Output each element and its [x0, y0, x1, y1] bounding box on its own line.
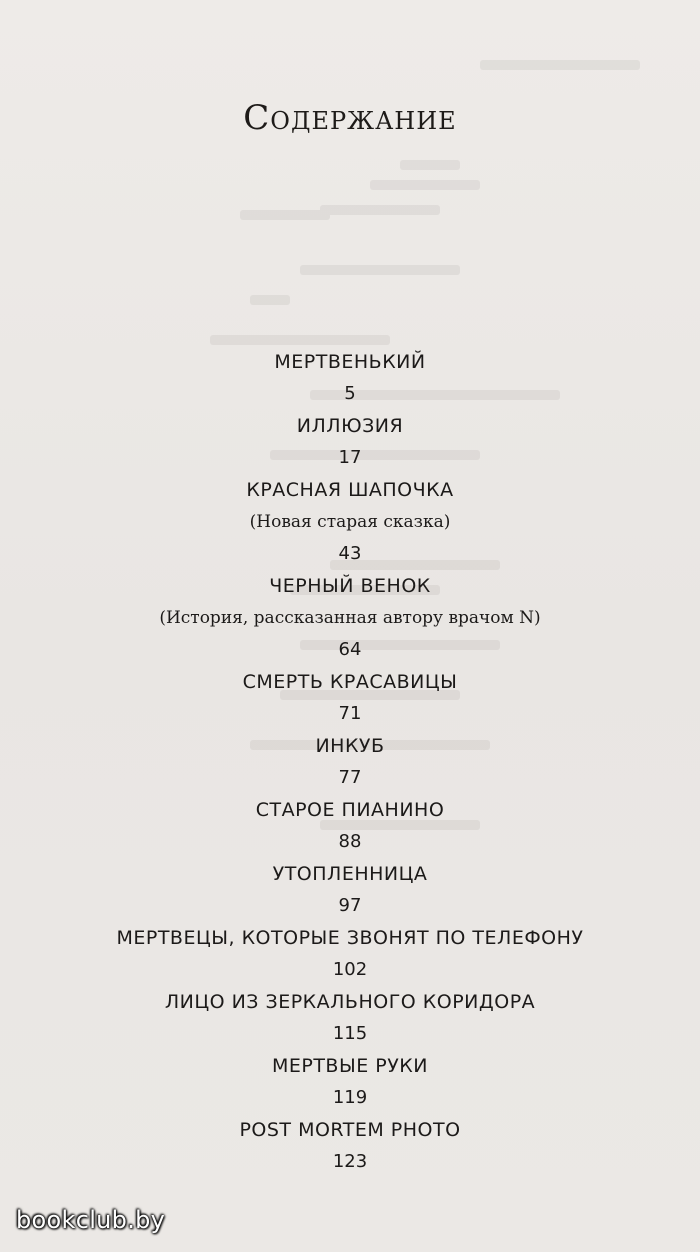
toc-entry-page: 102 [332, 959, 368, 980]
toc-entry-page: 123 [332, 1151, 368, 1172]
toc-entry [0, 570, 700, 666]
toc-entry [0, 666, 700, 730]
toc-entry-subtitle: (Новая старая сказка) [249, 512, 451, 532]
toc-entry-title: ИЛЛЮЗИЯ [296, 415, 404, 437]
toc-entry [0, 1050, 700, 1114]
toc-entry-page: 88 [338, 831, 362, 852]
toc-entry-title: МЕРТВЫЕ РУКИ [271, 1055, 429, 1077]
toc-entry-title: ЛИЦО ИЗ ЗЕРКАЛЬНОГО КОРИДОРА [164, 991, 536, 1013]
toc-entry-title: СМЕРТЬ КРАСАВИЦЫ [242, 671, 458, 693]
toc-entry-page: 64 [338, 639, 362, 660]
toc-entry [0, 794, 700, 858]
toc-entry [0, 730, 700, 794]
page-title: Содержание [243, 98, 457, 138]
toc-entry-subtitle: (История, рассказанная автору врачом N) [159, 608, 541, 628]
toc-entry [0, 986, 700, 1050]
toc-entry-page: 119 [332, 1087, 368, 1108]
toc-entry-title: POST MORTEM PHOTO [239, 1119, 461, 1141]
toc-entry [0, 858, 700, 922]
toc-entry-title: МЕРТВЕЦЫ, КОТОРЫЕ ЗВОНЯТ ПО ТЕЛЕФОНУ [116, 927, 584, 949]
toc-entry-page: 71 [338, 703, 362, 724]
toc-entry-page: 77 [338, 767, 362, 788]
toc-entry-title: КРАСНАЯ ШАПОЧКА [246, 479, 454, 501]
toc-entry-page: 97 [338, 895, 362, 916]
toc-entry-title: МЕРТВЕНЬКИЙ [274, 351, 426, 373]
site-watermark: bookclub.by [16, 1206, 166, 1234]
table-of-contents [0, 346, 700, 1178]
toc-entry-title: ИНКУБ [315, 735, 385, 757]
toc-entry-page: 5 [344, 383, 356, 404]
toc-entry-title: ЧЕРНЫЙ ВЕНОК [269, 575, 431, 597]
toc-entry [0, 346, 700, 410]
toc-entry [0, 922, 700, 986]
toc-entry [0, 410, 700, 474]
toc-entry-page: 115 [332, 1023, 368, 1044]
toc-entry-title: СТАРОЕ ПИАНИНО [255, 799, 445, 821]
toc-entry [0, 474, 700, 570]
toc-entry-page: 43 [338, 543, 362, 564]
toc-entry [0, 1114, 700, 1178]
toc-entry-title: УТОПЛЕННИЦА [272, 863, 428, 885]
toc-entry-page: 17 [338, 447, 362, 468]
